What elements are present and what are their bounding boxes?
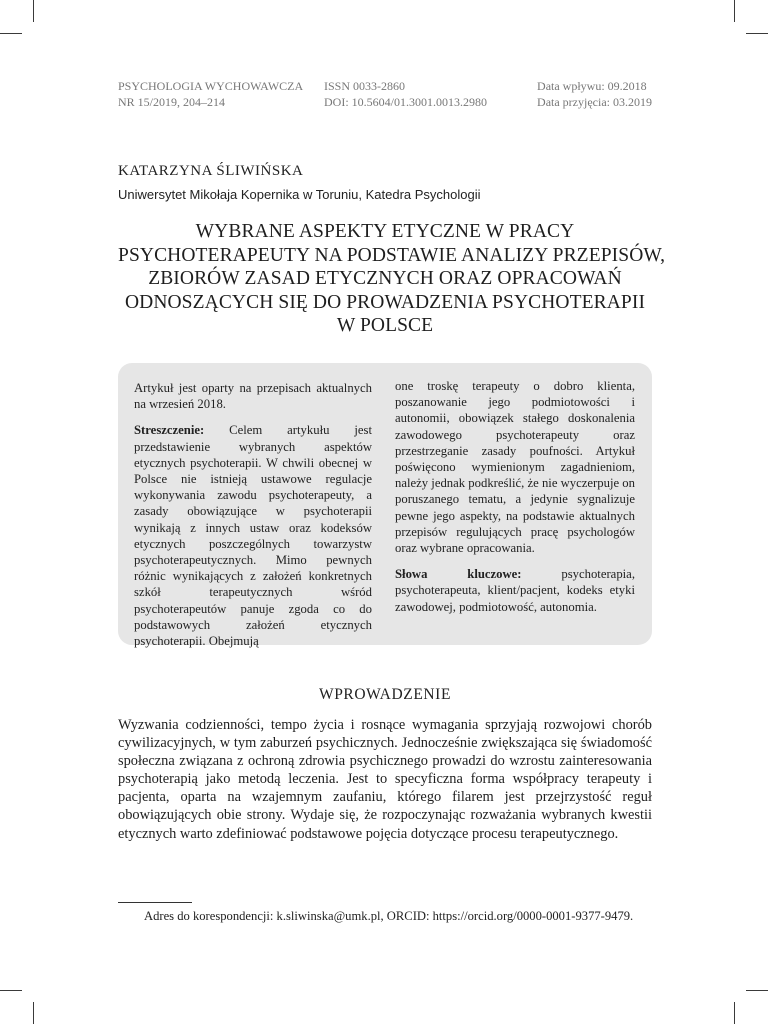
- crop-mark: [746, 33, 768, 34]
- crop-mark: [734, 1002, 735, 1024]
- abstract-summary-continued: one troskę terapeuty o dobro klienta, poszanowanie jego podmiotowości i autonomii, obowiązek stałego doskonalenia zawodowego psychoterapeuty oraz przestrzeganie zasady poufności. Artykuł poświęcono wymienionym zagadnieniom, należy jednak podkreślić, że nie wyczerpuje on poruszanego tematu, a jedynie sygnalizuje pewne jego aspekty, na podstawie aktualnych przepisów regulujących pracę psychologów oraz wybrane opracowania.: [395, 379, 635, 556]
- intro-paragraph: Wyzwania codzienności, tempo życia i rosnące wymagania sprzyjają rozwojowi chorób cywilizacyjnych, w tym zaburzeń psychicznych. Jednocześnie zwiększająca się świadomość społeczna związana z ochroną zdrowia psychicznego prowadzi do wzrostu zainteresowania psychoterapią jako metodą leczenia. Jest to specyficzna forma współpracy terapeuty i pacjenta, oparta na wzajemnym zaufaniu, którego filarem jest przejrzystość reguł obowiązujących obie strony. Wydaje się, że rozpoczynając rozważania wybranych kwestii etycznych warto zdefiniować podstawowe pojęcia dotyczące procesu terapeutycznego.: [118, 717, 652, 842]
- crop-mark: [734, 0, 735, 22]
- article-title: [118, 220, 666, 338]
- issn: ISSN 0033-2860: [324, 79, 406, 93]
- crop-mark: [33, 0, 34, 22]
- keywords-text: psychoterapia, psychoterapeuta, klient/pacjent, kodeks etyki zawodowej, podmiotowość, autonomia.: [395, 567, 635, 614]
- footnote: Adres do korespondencji: k.sliwinska@umk.pl, ORCID: https://orcid.org/0000-0001-9377-9479.: [144, 909, 634, 923]
- journal-name: PSYCHOLOGIA WYCHOWAWCZA: [118, 79, 304, 93]
- abstract-column-right: [395, 378, 635, 625]
- received-date: Data wpływu: 09.2018: [537, 79, 647, 93]
- abstract-note: Artykuł jest oparty na przepisach aktualnych na wrzesień 2018.: [134, 381, 372, 412]
- crop-mark: [0, 33, 22, 34]
- author-affiliation: Uniwersytet Mikołaja Kopernika w Toruniu, Katedra Psychologii: [118, 187, 481, 202]
- crop-mark: [33, 1002, 34, 1024]
- journal-info: [118, 78, 303, 110]
- keywords: [395, 566, 635, 615]
- author-name: KATARZYNA ŚLIWIŃSKA: [118, 163, 304, 179]
- accepted-date: Data przyjęcia: 03.2019: [537, 95, 652, 109]
- summary-label: Streszczenie:: [134, 423, 205, 438]
- footnote-rule: [118, 902, 192, 903]
- keywords-label: Słowa kluczowe:: [395, 567, 522, 582]
- crop-mark: [0, 990, 22, 991]
- title-line: PSYCHOTERAPEUTY NA PODSTAWIE ANALIZY PRZEPISÓW,: [118, 244, 666, 266]
- abstract-box: [118, 363, 652, 649]
- identifiers: [324, 78, 487, 110]
- journal-issue: NR 15/2019, 204–214: [118, 95, 226, 109]
- title-line: ZBIORÓW ZASAD ETYCZNYCH ORAZ OPRACOWAŃ: [148, 268, 622, 289]
- doi: DOI: 10.5604/01.3001.0013.2980: [324, 95, 487, 109]
- title-line: W POLSCE: [336, 315, 434, 336]
- abstract-summary: [134, 422, 372, 649]
- dates: [537, 78, 652, 110]
- summary-text: Celem artykułu jest przedstawienie wybranych aspektów etycznych psychoterapii. W chwili obecnej w Polsce nie istnieją ustawowe regulacje wykonywania zawodu psychoterapeuty, a zasady obowiązujące w psychoterapii wynikają z innych ustaw oraz kodeksów etycznych poszczególnych towarzystw psychoterapeutycznych. Mimo pewnych różnic wynikających z założeń konkretnych szkół terapeutycznych wśród psychoterapeutów panuje zgoda co do podstawowych założeń etycznych psychoterapii. Obejmują: [134, 423, 372, 649]
- title-line: WYBRANE ASPEKTY ETYCZNE W PRACY: [195, 221, 575, 242]
- abstract-column-left: [134, 380, 372, 659]
- section-heading: WPROWADZENIE: [318, 686, 452, 703]
- title-line: ODNOSZĄCYCH SIĘ DO PROWADZENIA PSYCHOTERAPII: [124, 291, 646, 313]
- crop-mark: [746, 990, 768, 991]
